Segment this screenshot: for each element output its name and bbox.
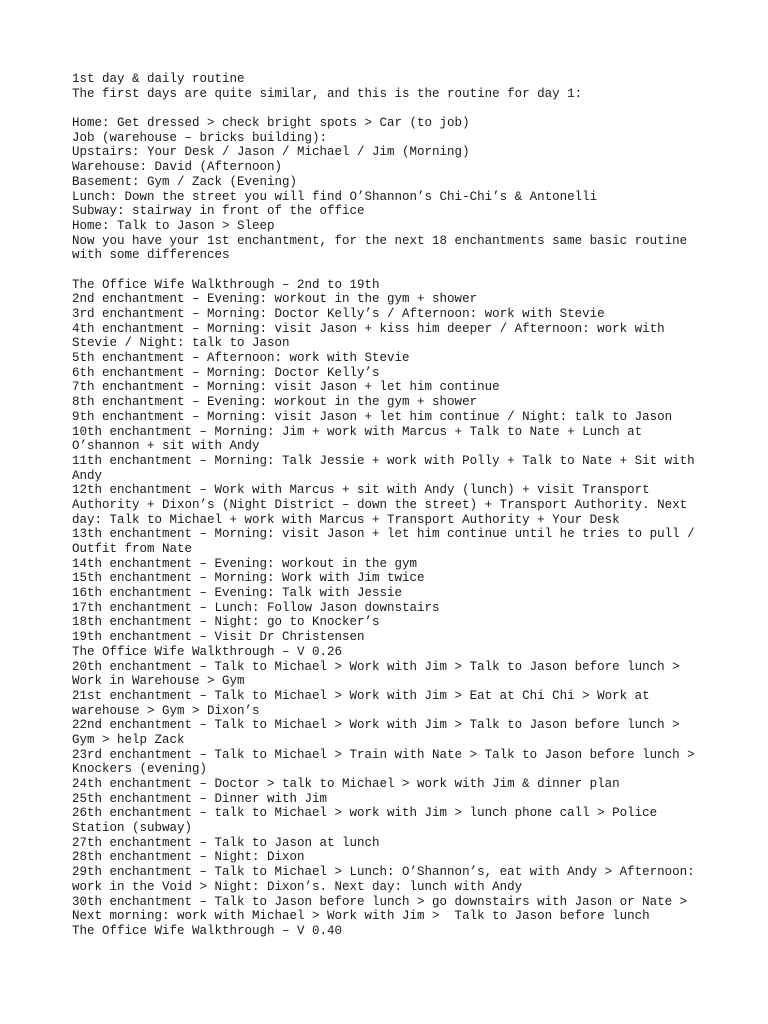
text-line: 16th enchantment – Evening: Talk with Jessie: [72, 586, 403, 601]
text-line: Gym > help Zack: [72, 732, 185, 747]
text-line: 8th enchantment – Evening: workout in the gym + shower: [72, 395, 478, 410]
text-line: Andy: [72, 468, 103, 483]
text-line: Job (warehouse – bricks building):: [72, 130, 328, 145]
text-line: day: Talk to Michael + work with Marcus + Transport Authority + Your Desk: [72, 512, 620, 527]
text-line: 26th enchantment – talk to Michael > work with Jim > lunch phone call > Police: [72, 806, 658, 821]
text-line: Home: Talk to Jason > Sleep: [72, 218, 275, 233]
text-line: Warehouse: David (Afternoon): [72, 160, 283, 175]
text-line: 4th enchantment – Morning: visit Jason + kiss him deeper / Afternoon: work with: [72, 321, 665, 336]
text-line: 11th enchantment – Morning: Talk Jessie + work with Polly + Talk to Nate + Sit with: [72, 453, 695, 468]
text-line: Authority + Dixon’s (Night District – down the street) + Transport Authority. Next: [72, 497, 688, 512]
text-line: work in the Void > Night: Dixon’s. Next day: lunch with Andy: [72, 879, 523, 894]
text-line: Home: Get dressed > check bright spots > Car (to job): [72, 116, 470, 131]
text-line: [72, 263, 732, 278]
text-line: 17th enchantment – Lunch: Follow Jason downstairs: [72, 600, 440, 615]
text-line: 1st day & daily routine: [72, 72, 245, 86]
text-line: Outfit from Nate: [72, 542, 193, 556]
text-line: 3rd enchantment – Morning: Doctor Kelly’s / Afternoon: work with Stevie: [72, 307, 605, 321]
text-line: [72, 101, 732, 116]
text-line: 18th enchantment – Night: go to Knocker’s: [72, 615, 380, 630]
text-line: 21st enchantment – Talk to Michael > Work with Jim > Eat at Chi Chi > Work at: [72, 688, 650, 703]
text-line: Work in Warehouse > Gym: [72, 674, 245, 689]
text-line: The first days are quite similar, and this is the routine for day 1:: [72, 86, 583, 101]
text-line: O’shannon + sit with Andy: [72, 439, 260, 454]
text-line: 5th enchantment – Afternoon: work with Stevie: [72, 351, 410, 366]
text-line: Now you have your 1st enchantment, for the next 18 enchantments same basic routine: [72, 233, 688, 248]
text-line: 2nd enchantment – Evening: workout in the gym + shower: [72, 292, 478, 307]
text-line: Station (subway): [72, 821, 193, 836]
text-line: 6th enchantment – Morning: Doctor Kelly’s: [72, 365, 380, 380]
text-line: Basement: Gym / Zack (Evening): [72, 174, 298, 189]
text-line: 27th enchantment – Talk to Jason at lunch: [72, 835, 380, 850]
document-page: [72, 72, 732, 939]
text-line: Upstairs: Your Desk / Jason / Michael / Jim (Morning): [72, 145, 470, 160]
text-line: Stevie / Night: talk to Jason: [72, 336, 290, 351]
text-line: 14th enchantment – Evening: workout in the gym: [72, 556, 418, 571]
text-line: 23rd enchantment – Talk to Michael > Train with Nate > Talk to Jason before lunch >: [72, 747, 695, 762]
text-line: Lunch: Down the street you will find O’Shannon’s Chi-Chi’s & Antonelli: [72, 189, 598, 204]
text-line: 7th enchantment – Morning: visit Jason + let him continue: [72, 380, 500, 395]
text-line: 12th enchantment – Work with Marcus + sit with Andy (lunch) + visit Transport: [72, 483, 650, 498]
text-line: 10th enchantment – Morning: Jim + work with Marcus + Talk to Nate + Lunch at: [72, 424, 643, 439]
text-line: 24th enchantment – Doctor > talk to Michael > work with Jim & dinner plan: [72, 777, 620, 791]
text-line: 15th enchantment – Morning: Work with Jim twice: [72, 571, 425, 586]
text-line: 20th enchantment – Talk to Michael > Work with Jim > Talk to Jason before lunch >: [72, 659, 680, 674]
text-line: The Office Wife Walkthrough – V 0.26: [72, 644, 343, 659]
text-line: 28th enchantment – Night: Dixon: [72, 850, 305, 865]
text-line: Knockers (evening): [72, 762, 208, 777]
text-line: 30th enchantment – Talk to Jason before lunch > go downstairs with Jason or Nate >: [72, 894, 688, 909]
text-line: 9th enchantment – Morning: visit Jason + let him continue / Night: talk to Jason: [72, 409, 673, 424]
text-line: with some differences: [72, 248, 230, 263]
text-line: Next morning: work with Michael > Work with Jim > Talk to Jason before lunch: [72, 909, 650, 924]
text-line: The Office Wife Walkthrough – V 0.40: [72, 923, 343, 938]
text-line: 22nd enchantment – Talk to Michael > Work with Jim > Talk to Jason before lunch >: [72, 718, 680, 733]
text-line: The Office Wife Walkthrough – 2nd to 19th: [72, 277, 380, 292]
text-line: 29th enchantment – Talk to Michael > Lunch: O’Shannon’s, eat with Andy > Afternoon:: [72, 865, 695, 880]
text-line: 25th enchantment – Dinner with Jim: [72, 791, 328, 806]
text-line: Subway: stairway in front of the office: [72, 204, 365, 219]
text-line: 19th enchantment – Visit Dr Christensen: [72, 630, 365, 645]
text-line: warehouse > Gym > Dixon’s: [72, 703, 260, 718]
text-line: 13th enchantment – Morning: visit Jason + let him continue until he tries to pull /: [72, 527, 695, 542]
